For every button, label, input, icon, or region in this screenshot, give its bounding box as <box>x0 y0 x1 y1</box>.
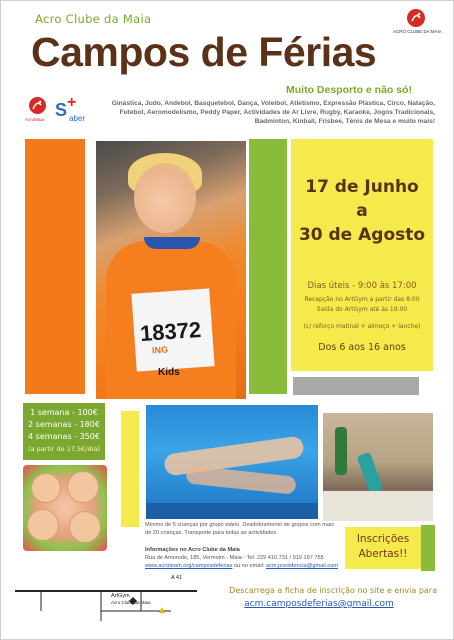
schedule-reception: Recepção no ArtGym a partir das 8:00 <box>304 296 420 303</box>
green-strip-right <box>421 525 435 571</box>
photo-swimmer-2 <box>185 465 296 494</box>
inscricoes-line-1: Inscrições <box>356 533 410 545</box>
dates-panel <box>291 139 433 371</box>
acro-logo-icon <box>407 9 425 27</box>
contact-email-link[interactable]: acm.presidencia@gmail.com <box>265 563 338 569</box>
photo-gymnast-1 <box>335 427 347 475</box>
location-map <box>11 571 197 627</box>
contact-block <box>145 546 345 570</box>
photo-gymnast-2 <box>357 452 384 494</box>
contact-address: Rua de Amorode, 185, Vermoim - Maia - Tel: 229 410 731 / 919 197 755 <box>145 555 324 561</box>
inscricoes-line-2: Abertas!! <box>358 548 408 560</box>
grey-block <box>293 377 419 395</box>
email-prefix: ou no email: <box>233 563 265 569</box>
date-end: 30 de Agosto <box>298 225 426 245</box>
acro-logo-caption: ACRO CLUBE DA MAIA <box>393 29 442 34</box>
schedule-hours: Dias úteis - 9:00 às 17:00 <box>307 281 417 291</box>
subtitle: Muito Desporto e não só! <box>286 84 412 96</box>
photo-happy-kids <box>23 465 107 551</box>
group-note: Mínimo de 5 crianças por grupo etário. Desdobramento de grupos com mais de 20 crianças. Transporte para todas as actividades. <box>145 522 335 536</box>
saber-logo-s: S <box>55 100 68 120</box>
map-gym-label: ArtGym <box>111 593 130 599</box>
green-block <box>249 139 287 394</box>
photo-child-runner <box>96 141 246 399</box>
schedule-meals: (c/ reforço matinal + almoço + lanche) <box>303 323 421 330</box>
map-road-label: A 41 <box>171 575 183 581</box>
club-name: Acro Clube da Maia <box>35 12 152 26</box>
price-1-week: 1 semana - 100€ <box>30 408 98 417</box>
registration-email-link[interactable]: acm.camposdeferias@gmail.com <box>244 599 394 609</box>
photo-kid-collar <box>144 237 200 249</box>
activities-list: Ginástica, Judo, Andebol, Basquetebol, Dança, Voleibol, Atletismo, Expressão Plástica, Circo, Natação, Futebol, Aeromodelismo, Peddy Paper, Actividades de Ar Livre, Rugby, Karaoke, Jogos Tradicionais, Badminton, Kinball, Frisbee, Ténis de Mesa e muito mais! <box>111 100 435 125</box>
photo-bib-text: Kids <box>158 367 180 378</box>
date-connector: a <box>356 201 368 221</box>
yellow-strip <box>121 411 139 527</box>
photo-kid-face-4 <box>69 511 101 543</box>
photo-gym-floor <box>323 491 433 521</box>
date-start: 17 de Junho <box>305 177 419 197</box>
photo-bib-brand: ING <box>151 344 169 356</box>
download-instruction: Descarrega a ficha de inscrição no site e envia para <box>229 586 437 595</box>
orange-block <box>25 139 85 394</box>
saber-logo-text: aber <box>69 114 86 123</box>
map-club-label: Acro Clube da Maia <box>111 600 151 605</box>
photo-kid-face-1 <box>31 473 61 503</box>
acromaia-logo-caption: AcroMaia <box>25 117 45 122</box>
photo-bib-number: 18372 <box>139 316 202 347</box>
price-note: (a partir de 17,5€/dia) <box>28 445 100 453</box>
photo-pool-bottom <box>146 503 318 519</box>
photo-kid-face-3 <box>27 509 59 541</box>
schedule-ages: Dos 6 aos 16 anos <box>318 342 406 353</box>
website-link[interactable]: www.acroteam.org/camposdeferias <box>145 563 233 569</box>
photo-kid-face <box>134 163 196 233</box>
photo-gymnastics <box>323 413 433 521</box>
contact-heading: Informações no Acro Clube da Maia <box>145 547 240 553</box>
price-2-weeks: 2 semanas - 180€ <box>28 420 100 429</box>
acromaia-logo-icon <box>29 97 46 114</box>
schedule-exit: Saída do ArtGym até às 19:00 <box>316 306 408 313</box>
photo-swimming-pool <box>146 405 318 519</box>
price-4-weeks: 4 semanas - 350€ <box>28 432 100 441</box>
page-title: Campos de Férias <box>31 29 377 75</box>
photo-kid-face-2 <box>67 471 99 503</box>
saber-logo-plus: + <box>67 94 77 111</box>
